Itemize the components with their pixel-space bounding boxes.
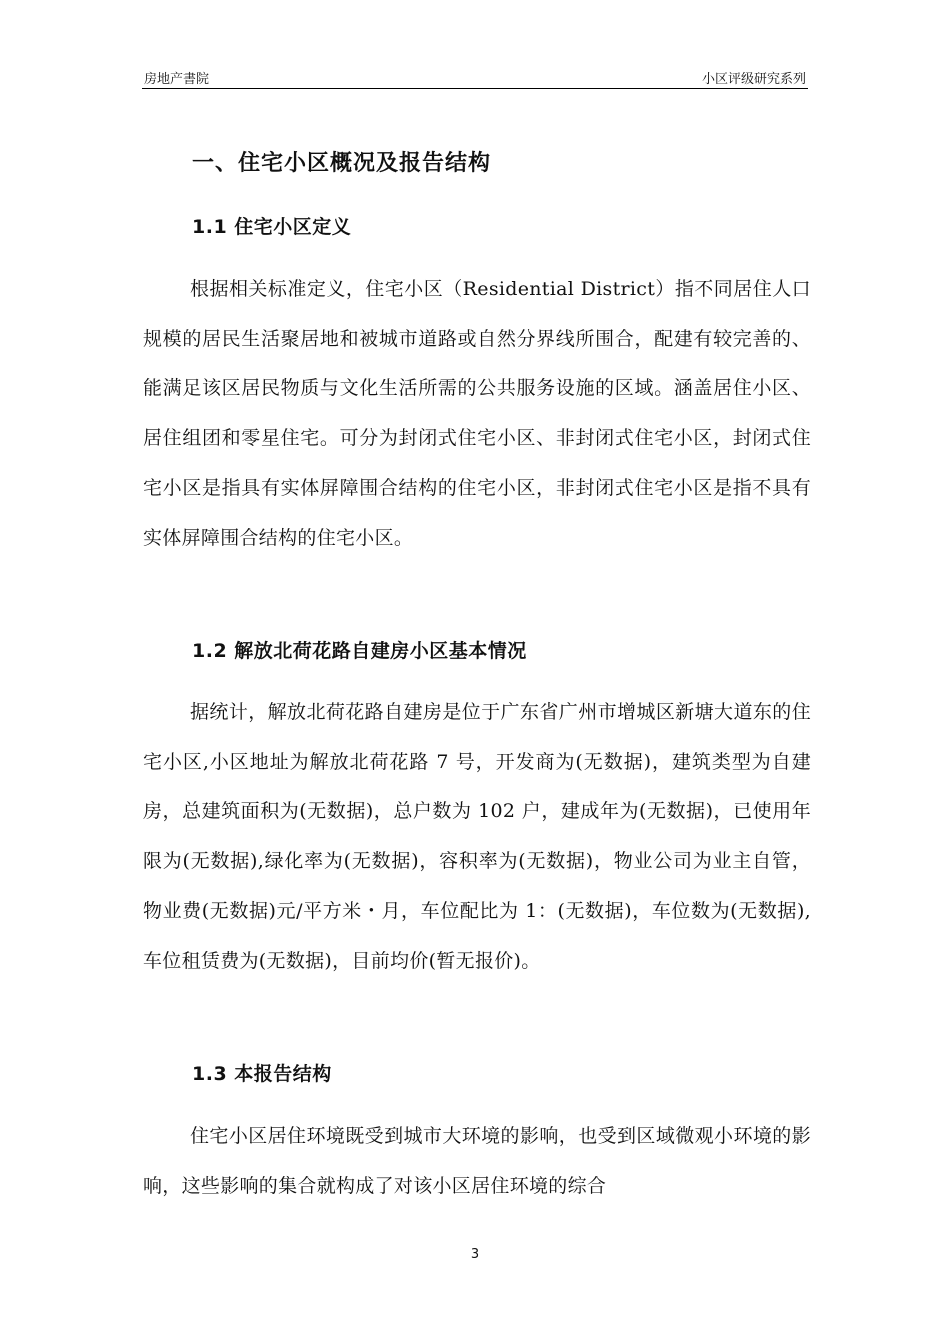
section-title: 一、住宅小区概况及报告结构 [192,151,492,176]
paragraph-basic-info: 据统计，解放北荷花路自建房是位于广东省广州市增城区新塘大道东的住宅小区,小区地址为解放北荷花路 7 号，开发商为(无数据)，建筑类型为自建房，总建筑面积为(无数据)，总户数为 102 户，建成年为(无数据)，已使用年限为(无数据),绿化率为(无数据)，容积率为(无数据)，物业公司为业主自管，物业费(无数据)元/平方米・月，车位配比为 1：(无数据)，车位数为(无数据),车位租赁费为(无数据)，目前均价(暂无报价)。 [143,701,811,972]
page-number: 3 [470,1247,480,1262]
header-publisher: 房地产書院 [144,72,210,87]
heading-1-3: 1.3 本报告结构 [192,1063,332,1085]
paragraph-report-structure: 住宅小区居住环境既受到城市大环境的影响，也受到区域微观小环境的影响，这些影响的集合就构成了对该小区居住环境的综合 [143,1125,811,1197]
paragraph-definition: 根据相关标准定义，住宅小区（Residential District）指不同居住人口规模的居民生活聚居地和被城市道路或自然分界线所围合，配建有较完善的、能满足该区居民物质与文化生活所需的公共服务设施的区域。涵盖居住小区、居住组团和零星住宅。可分为封闭式住宅小区、非封闭式住宅小区，封闭式住宅小区是指具有实体屏障围合结构的住宅小区，非封闭式住宅小区是指不具有实体屏障围合结构的住宅小区。 [143,278,811,549]
header-series-title: 小区评级研究系列 [701,72,806,87]
heading-1-1: 1.1 住宅小区定义 [192,216,352,238]
heading-1-2: 1.2 解放北荷花路自建房小区基本情况 [192,640,527,662]
page-header [142,66,808,89]
